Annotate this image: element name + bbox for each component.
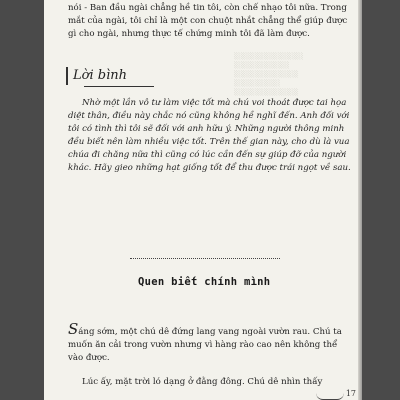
section-title: Quen biết chính mình — [138, 276, 271, 288]
commentary-heading-block — [66, 67, 186, 87]
story-paragraph-2: Lúc ấy, mặt trời ló dạng ở đằng đông. Chú dê nhìn thấy — [82, 377, 323, 387]
commentary-heading: Lời bình — [66, 67, 127, 85]
top-paragraph: nói - Ban đầu ngài chẳng hề tin tôi, còn chế nhạo tôi nữa. Trong mắt của ngài, tôi chỉ là một con chuột nhắt chẳng thể giúp được gì cho ngài, nhưng thực tế chứng minh tôi đã làm được. — [68, 3, 348, 39]
drop-cap: S — [68, 320, 79, 338]
story-paragraph-1-text: áng sớm, một chú dê đứng lang vang ngoài vườn rau. Chú ta muốn ăn cải trong vườn nhưng vì hàng rào cao nên không thể vào được. — [68, 327, 342, 363]
page-number-ornament — [316, 393, 344, 400]
heading-underline — [84, 86, 154, 87]
page-number: 17 — [345, 389, 356, 398]
commentary-text: Nhờ một lần vô tư làm việc tốt mà chú voi thoát được tai họa diệt thân, điều này chắc nó cũng không hề nghĩ đến. Anh đối với tôi có tình thì tôi sẽ đối với anh hữu ý. Những người thông minh đều biết nên làm nhiều việc tốt. Trên thế gian này, cho dù là vua chúa đi chăng nữa thì cũng có lúc cần đến sự giúp đỡ của người khác. Hãy gieo những hạt giống tốt để thu được trái ngọt về sau. — [68, 98, 351, 173]
bleed-through-text: ░░░░░░░░░░░░░░░ ░░░░░░░░░░░░ ░░░░░░░░░░░░░░ ░░░░░░░░░░ ░░░░░░░░░░░░░░ — [234, 53, 304, 96]
book-page — [44, 0, 362, 400]
page-edge-shadow — [358, 0, 362, 400]
story-paragraph-1 — [68, 320, 354, 365]
section-divider — [130, 258, 280, 259]
